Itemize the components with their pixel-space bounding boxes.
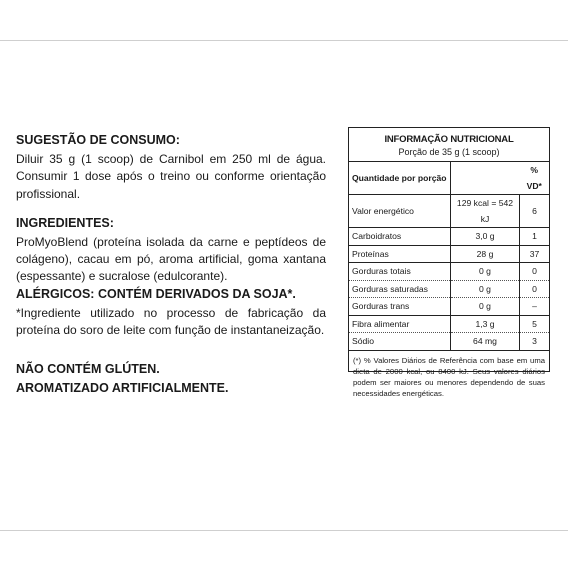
row-label: Gorduras totais bbox=[349, 263, 451, 281]
ingredientes-heading: INGREDIENTES: bbox=[16, 215, 114, 230]
row-amount: 1,3 g bbox=[451, 315, 520, 333]
row-label: Carboidratos bbox=[349, 228, 451, 246]
row-amount: 0 g bbox=[451, 298, 520, 316]
row-vd: 5 bbox=[520, 315, 550, 333]
row-vd: 1 bbox=[520, 228, 550, 246]
table-row bbox=[349, 315, 549, 333]
top-divider bbox=[0, 40, 568, 41]
row-label: Gorduras trans bbox=[349, 298, 451, 316]
row-vd: 6 bbox=[520, 195, 550, 228]
alergicos-heading: ALÉRGICOS: CONTÉM DERIVADOS DA SOJA*. bbox=[16, 286, 296, 301]
row-amount: 129 kcal = 542 kJ bbox=[451, 195, 520, 228]
nutrition-header bbox=[349, 128, 549, 162]
aromatizado-notice: AROMATIZADO ARTIFICIALMENTE. bbox=[16, 381, 229, 396]
alergicos-text: *Ingrediente utilizado no processo de fabricação da proteína do soro de leite com função de instantaneização. bbox=[16, 305, 326, 338]
row-vd: – bbox=[520, 298, 550, 316]
consumo-text: Diluir 35 g (1 scoop) de Carnibol em 250 ml de água. Consumir 1 dose após o treino ou conforme orientação profissional. bbox=[16, 152, 326, 201]
row-label: Sódio bbox=[349, 333, 451, 351]
row-label: Valor energético bbox=[349, 195, 451, 228]
row-vd: 37 bbox=[520, 245, 550, 263]
header-vd: % VD* bbox=[520, 162, 550, 195]
gluten-notice: NÃO CONTÉM GLÚTEN. bbox=[16, 362, 160, 377]
bottom-divider bbox=[0, 530, 568, 531]
row-vd: 0 bbox=[520, 280, 550, 298]
row-vd: 0 bbox=[520, 263, 550, 281]
consumo-heading: SUGESTÃO DE CONSUMO: bbox=[16, 133, 180, 147]
table-row bbox=[349, 195, 549, 228]
row-amount: 28 g bbox=[451, 245, 520, 263]
row-amount: 3,0 g bbox=[451, 228, 520, 246]
ingredientes-text: ProMyoBlend (proteína isolada da carne e peptídeos de colágeno), cacau em pó, aroma artificial, goma xantana (espessante) e sucralose (edulcorante). bbox=[16, 235, 326, 284]
row-amount: 64 mg bbox=[451, 333, 520, 351]
table-row bbox=[349, 245, 549, 263]
serving-size: Porção de 35 g (1 scoop) bbox=[398, 147, 500, 157]
nutrition-table bbox=[349, 162, 549, 351]
nutrition-footnote: (*) % Valores Diários de Referência com base em uma dieta de 2000 kcal, ou 8400 kJ. Seus valores diários podem ser maiores ou menores dependendo de suas necessidades energéticas. bbox=[353, 355, 545, 399]
label-text-column bbox=[16, 132, 326, 398]
table-row bbox=[349, 263, 549, 281]
row-amount: 0 g bbox=[451, 280, 520, 298]
row-vd: 3 bbox=[520, 333, 550, 351]
table-row bbox=[349, 280, 549, 298]
nutrition-title: INFORMAÇÃO NUTRICIONAL bbox=[384, 134, 514, 145]
header-blank bbox=[451, 162, 520, 195]
row-label: Fibra alimentar bbox=[349, 315, 451, 333]
table-row bbox=[349, 333, 549, 351]
nutrition-facts-panel bbox=[348, 127, 550, 399]
table-row bbox=[349, 298, 549, 316]
row-label: Gorduras saturadas bbox=[349, 280, 451, 298]
table-row bbox=[349, 228, 549, 246]
header-quantity: Quantidade por porção bbox=[349, 162, 451, 195]
row-amount: 0 g bbox=[451, 263, 520, 281]
table-header-row bbox=[349, 162, 549, 195]
row-label: Proteínas bbox=[349, 245, 451, 263]
